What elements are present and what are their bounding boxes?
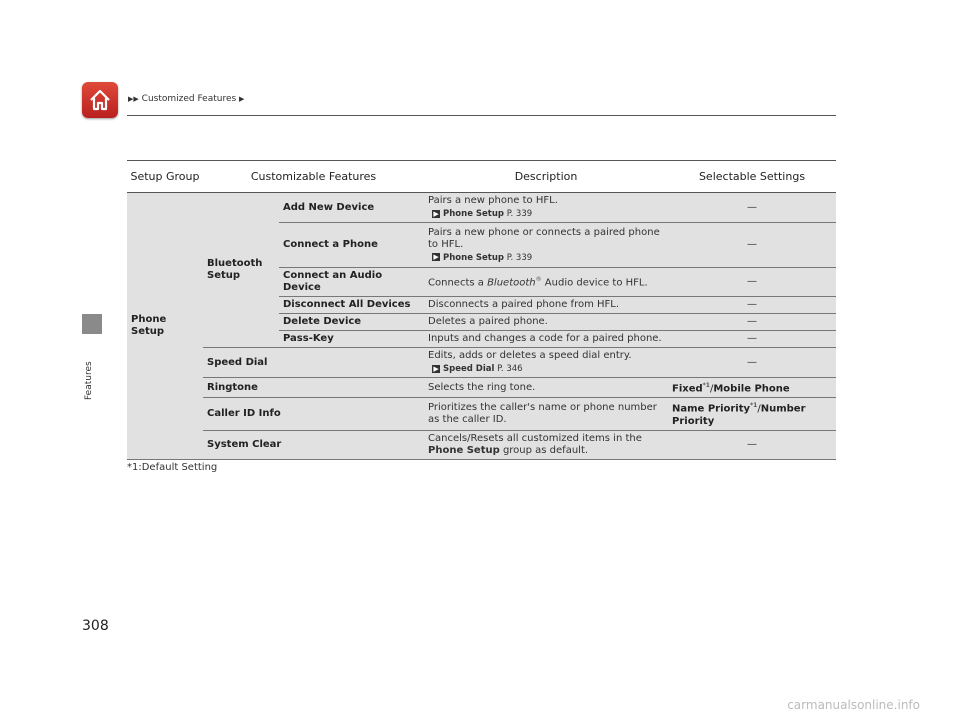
breadcrumb-link[interactable]: Customized Features: [141, 94, 237, 104]
cross-reference-page: P. 339: [506, 252, 533, 263]
description-cell: Inputs and changes a code for a paired phone.: [424, 331, 668, 348]
table-row: [127, 348, 836, 378]
breadcrumb-arrow-icon: ▶▶: [128, 95, 139, 103]
description-text: group as default.: [499, 444, 589, 456]
header-customizable-features: Customizable Features: [203, 161, 424, 193]
feature-cell: System Clear: [203, 430, 424, 459]
feature-cell: Speed Dial: [203, 348, 424, 378]
footnote-marker: *1: [702, 382, 710, 389]
feature-cell: Pass-Key: [279, 331, 424, 348]
description-cell: [424, 193, 668, 223]
description-text: Pairs a new phone or connects a paired phone to HFL.: [428, 226, 660, 250]
setting-option: Fixed: [672, 383, 703, 395]
header-selectable-settings: Selectable Settings: [668, 161, 836, 193]
description-text: Edits, adds or deletes a speed dial entry.: [428, 350, 632, 361]
setting-cell: [668, 398, 836, 430]
customizable-features-table: [127, 160, 836, 460]
feature-cell: Caller ID Info: [203, 398, 424, 430]
cross-reference[interactable]: [428, 208, 664, 220]
setting-cell: —: [668, 193, 836, 223]
description-cell: Prioritizes the caller's name or phone number as the caller ID.: [424, 398, 668, 430]
feature-cell: Disconnect All Devices: [279, 297, 424, 314]
registered-mark: ®: [535, 276, 542, 284]
feature-cell: Connect a Phone: [279, 223, 424, 268]
setting-cell: —: [668, 348, 836, 378]
description-text: Pairs a new phone to HFL.: [428, 195, 558, 206]
setting-separator: /: [709, 383, 714, 395]
cross-reference-arrow-icon: ▶: [433, 209, 439, 218]
description-text: Audio device to HFL.: [541, 277, 648, 289]
setting-cell: —: [668, 430, 836, 459]
cross-reference-page: P. 339: [506, 209, 533, 219]
header-description: Description: [424, 161, 668, 193]
home-button[interactable]: [82, 82, 118, 118]
description-emphasis: Phone Setup: [428, 444, 500, 456]
cross-reference-arrow-icon: ▶: [433, 364, 439, 373]
footnote-marker: *1: [750, 402, 758, 410]
breadcrumb: [128, 94, 244, 104]
setting-cell: —: [668, 297, 836, 314]
setting-cell: [668, 378, 836, 398]
cross-reference-label: Speed Dial: [443, 364, 495, 374]
home-icon: [88, 88, 112, 112]
description-cell: [424, 430, 668, 459]
setting-cell: —: [668, 314, 836, 331]
setting-cell: —: [668, 223, 836, 268]
subgroup-cell: Bluetooth Setup: [203, 193, 279, 348]
setting-option: Name Priority: [672, 403, 751, 415]
description-text: Connects a: [428, 277, 488, 289]
description-text: Cancels/Resets all customized items in the: [428, 432, 642, 444]
section-tab-label: Features: [84, 361, 94, 400]
cross-reference-page: P. 346: [497, 364, 523, 374]
feature-cell: Delete Device: [279, 314, 424, 331]
header-divider: [127, 115, 836, 116]
description-emphasis: Bluetooth: [487, 277, 536, 289]
cross-reference[interactable]: [428, 363, 664, 375]
description-cell: Deletes a paired phone.: [424, 314, 668, 331]
group-cell: Phone Setup: [127, 193, 203, 460]
description-cell: Selects the ring tone.: [424, 378, 668, 398]
description-cell: [424, 223, 668, 268]
description-cell: [424, 348, 668, 378]
section-tab-marker: [82, 314, 102, 334]
cross-reference[interactable]: [428, 252, 664, 264]
description-cell: [424, 268, 668, 297]
feature-cell: Connect an Audio Device: [279, 268, 424, 297]
table-row: [127, 193, 836, 223]
setting-option: Mobile Phone: [713, 383, 790, 395]
feature-cell: Ringtone: [203, 378, 424, 398]
section-tab[interactable]: [82, 346, 102, 406]
setting-option: Number Priority: [672, 403, 806, 427]
setting-separator: /: [757, 403, 761, 415]
page-number: 308: [82, 618, 109, 634]
breadcrumb-arrow-icon: ▶: [239, 95, 245, 103]
cross-reference-label: Phone Setup: [443, 209, 504, 219]
table-row: [127, 378, 836, 398]
footnote: *1:Default Setting: [127, 462, 218, 473]
description-cell: Disconnects a paired phone from HFL.: [424, 297, 668, 314]
feature-cell: Add New Device: [279, 193, 424, 223]
watermark: carmanualsonline.info: [787, 698, 920, 712]
header-setup-group: Setup Group: [127, 161, 203, 193]
cross-reference-label: Phone Setup: [443, 252, 504, 263]
table-row: [127, 430, 836, 459]
cross-reference-arrow-icon: ▶: [433, 253, 439, 261]
table-row: [127, 398, 836, 430]
setting-cell: —: [668, 331, 836, 348]
setting-cell: —: [668, 268, 836, 297]
